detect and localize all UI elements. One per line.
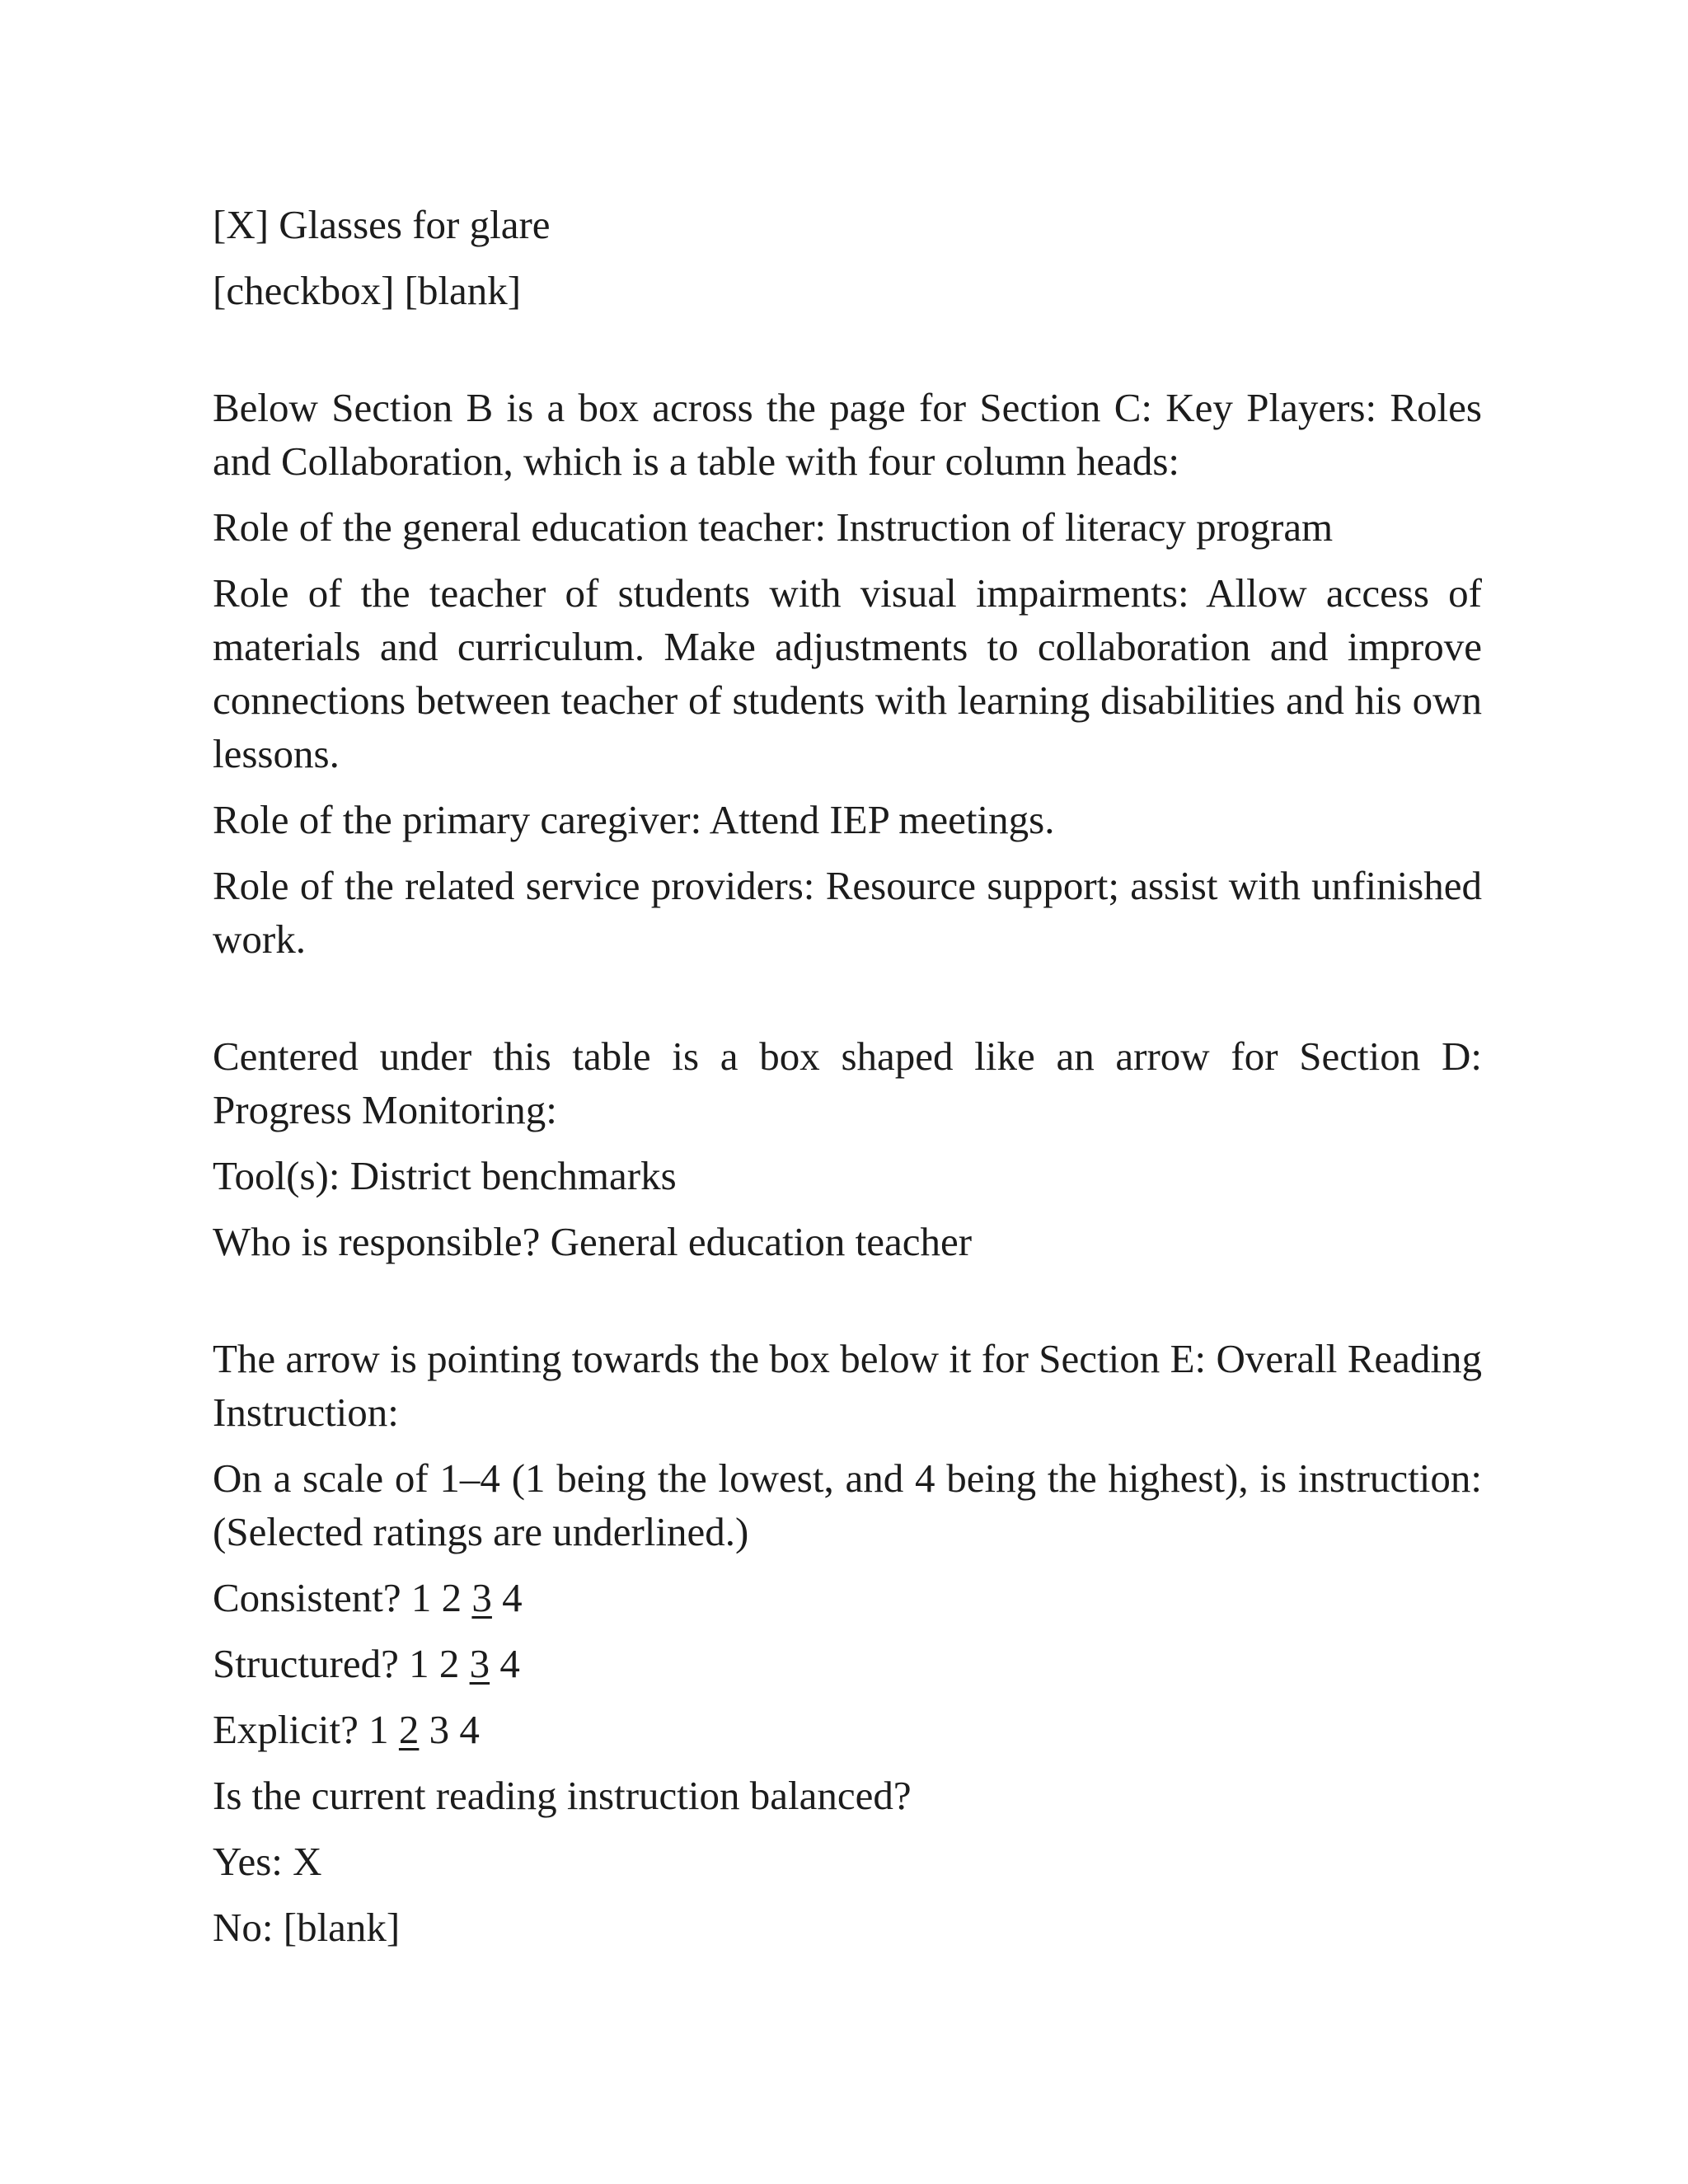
rating-label: Structured? [213,1641,399,1686]
rating-label: Consistent? [213,1575,401,1620]
section-c-intro: Below Section B is a box across the page for Section C: Key Players: Roles and Collaboration, which is a table with four column heads: [213,385,1482,484]
checklist-item-blank: [checkbox] [blank] [213,268,522,313]
role-primary-caregiver: Role of the primary caregiver: Attend IEP meetings. [213,797,1055,842]
rating-label: Explicit? [213,1707,359,1752]
checklist-item-glasses: [X] Glasses for glare [213,202,551,247]
rating-scale-note: On a scale of 1–4 (1 being the lowest, and 4 being the highest), is instruction: (Selected ratings are underlined.) [213,1455,1482,1554]
role-related-service-providers: Role of the related service providers: Resource support; assist with unfinished work. [213,863,1482,962]
rating-option-4: 4 [459,1707,480,1752]
section-e-intro: The arrow is pointing towards the box below it for Section E: Overall Reading Instruction: [213,1336,1482,1435]
balanced-yes: Yes: X [213,1839,322,1884]
role-general-education-teacher: Role of the general education teacher: Instruction of literacy program [213,504,1334,550]
role-teacher-visual-impairments: Role of the teacher of students with visual impairments: Allow access of materials and curriculum. Make adjustments to collaboration and improve connections between teacher of students with learning disabilities and his own lessons. [213,570,1482,776]
rating-option-3: 3 [429,1707,450,1752]
rating-option-2: 2 [441,1575,462,1620]
progress-responsible: Who is responsible? General education teacher [213,1219,973,1264]
rating-option-2: 2 [438,1641,460,1686]
rating-structured [213,1637,1482,1690]
rating-option-3-selected: 3 [471,1575,492,1620]
rating-option-1: 1 [409,1641,429,1686]
balanced-no: No: [blank] [213,1905,401,1950]
section-d-intro: Centered under this table is a box shaped like an arrow for Section D: Progress Monitoring: [213,1033,1482,1132]
rating-option-2-selected: 2 [398,1707,420,1752]
rating-explicit [213,1703,1482,1756]
document-page [213,198,1482,1966]
rating-option-1: 1 [368,1707,389,1752]
rating-option-1: 1 [410,1575,432,1620]
rating-option-4: 4 [502,1575,523,1620]
rating-option-4: 4 [499,1641,520,1686]
rating-option-3-selected: 3 [469,1641,490,1686]
progress-tools: Tool(s): District benchmarks [213,1153,677,1198]
rating-consistent [213,1571,1482,1624]
balanced-question: Is the current reading instruction balanced? [213,1773,912,1818]
